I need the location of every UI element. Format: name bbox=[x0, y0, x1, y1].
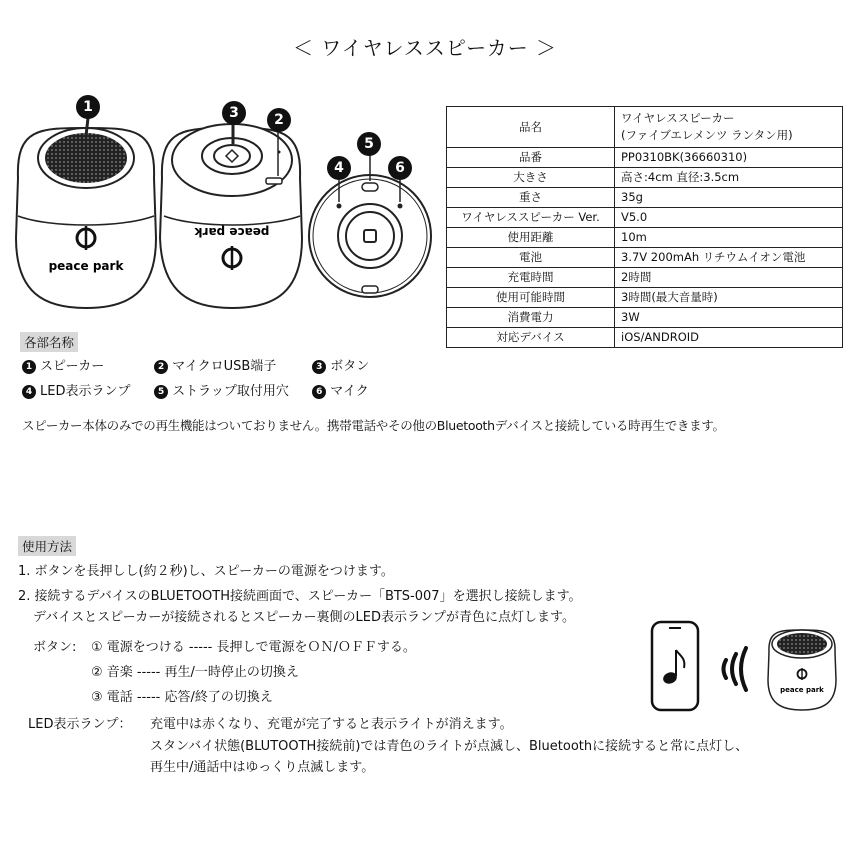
callout-4: 4 bbox=[327, 156, 351, 180]
table-row: 対応デバイス iOS/ANDROID bbox=[447, 328, 843, 348]
speaker-icon bbox=[768, 630, 836, 710]
table-row: 電池 3.7V 200mAh リチウムイオン電池 bbox=[447, 248, 843, 268]
button-item-2: ② 音楽 ----- 再生/一時停止の切換え bbox=[91, 665, 299, 680]
brand-front: peace park bbox=[48, 259, 124, 273]
button-item-3: ③ 電話 ----- 応答/終了の切換え bbox=[91, 690, 273, 705]
phone-brand: peace park bbox=[780, 686, 824, 694]
table-row: 使用距離 10m bbox=[447, 228, 843, 248]
table-row: 充電時間 2時間 bbox=[447, 268, 843, 288]
usage-step2a: 2. 接続するデバイスのBLUETOOTH接続画面で、スピーカー「BTS-007」を選択し接続します。 bbox=[18, 589, 582, 604]
button-label: ボタン: bbox=[33, 640, 77, 655]
spec-table bbox=[446, 106, 843, 348]
usage-step1: 1. ボタンを長押しし(約２秒)し、スピーカーの電源をつけます。 bbox=[18, 564, 394, 579]
led-line-1: 充電中は赤くなり、充電が完了すると表示ライトが消えます。 bbox=[150, 717, 513, 732]
callout-2: 2 bbox=[267, 108, 291, 132]
parts-list-row2: 4 LED表示ランプ 5 ストラップ取付用穴 6 マイク bbox=[22, 380, 383, 399]
table-row: 消費電力 3W bbox=[447, 308, 843, 328]
speaker-bottom bbox=[309, 154, 431, 297]
callout-5: 5 bbox=[357, 132, 381, 156]
button-item-1: ① 電源をつける ----- 長押しで電源をＯＮ/ＯＦＦする。 bbox=[91, 640, 416, 655]
table-row: 大きさ 高さ:4cm 直径:3.5cm bbox=[447, 168, 843, 188]
usage-step2b: デバイスとスピーカーが接続されるとスピーカー裏側のLED表示ランプが青色に点灯します。 bbox=[33, 610, 575, 625]
product-diagram bbox=[10, 88, 440, 320]
callout-3: 3 bbox=[222, 101, 246, 125]
callout-6: 6 bbox=[388, 156, 412, 180]
parts-heading: 各部名称 bbox=[20, 332, 78, 352]
speaker-front bbox=[16, 128, 156, 308]
callout-1: 1 bbox=[76, 95, 100, 119]
usage-heading: 使用方法 bbox=[18, 536, 76, 556]
note: スピーカー本体のみでの再生機能はついておりません。携帯電話やその他のBluetoothデバイスと接続している時再生できます。 bbox=[22, 418, 725, 433]
table-row: 使用可能時間 3時間(最大音量時) bbox=[447, 288, 843, 308]
parts-list-row1: 1 スピーカー 2 マイクロUSB端子 3 ボタン bbox=[22, 355, 383, 374]
led-line-2: スタンバイ状態(BLUTOOTH接続前)では青色のライトが点滅し、Bluetoothに接続すると常に点灯し、 bbox=[150, 739, 749, 754]
table-row: 品番 PP0310BK(36660310) bbox=[447, 148, 843, 168]
led-line-3: 再生中/通話中はゆっくり点滅します。 bbox=[150, 760, 375, 775]
speaker-top bbox=[160, 124, 302, 308]
table-row: ワイヤレススピーカー Ver. V5.0 bbox=[447, 208, 843, 228]
connection-illustration bbox=[650, 618, 840, 718]
page-title: ＜ ワイヤレススピーカー ＞ bbox=[292, 36, 558, 60]
led-label: LED表示ランプ： bbox=[28, 717, 132, 732]
table-row: 品名 ワイヤレススピーカー (ファイブエレメンツ ランタン用) bbox=[447, 107, 843, 148]
table-row: 重さ 35g bbox=[447, 188, 843, 208]
brand-back: peace park bbox=[194, 225, 270, 239]
wireless-signal-icon bbox=[724, 648, 747, 690]
phone-icon bbox=[652, 622, 698, 710]
